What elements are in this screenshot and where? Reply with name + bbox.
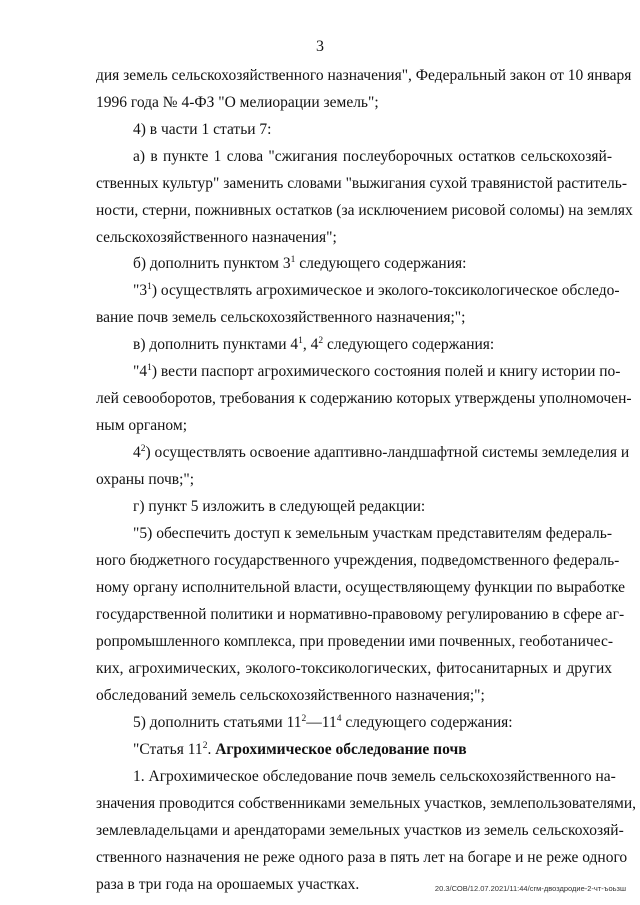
text-line: сельскохозяйственного назначения"; <box>96 229 337 246</box>
text-line: а) в пункте 1 слова "сжигания послеуборочных остатков сельскохозяй- <box>133 148 612 165</box>
document-stamp: 20.3/СОВ/12.07.2021/11:44/сгм-двоздродие-2-чт-ъоьзш <box>434 884 626 893</box>
text-line: государственной политики и нормативно-правовому регулированию в сфере аг- <box>96 606 625 623</box>
text-line: 4) в части 1 статьи 7: <box>133 121 272 138</box>
text-line: "$3^1$) осуществлять агрохимическое и эколого-токсикологическое обследо- <box>133 282 620 299</box>
text-line: 1996 года № 4-ФЗ "О мелиорации земель"; <box>96 94 379 111</box>
text-line: в) дополнить пунктами $4^1$, $4^2$ следующего содержания: <box>133 336 495 353</box>
text-line: ропромышленного комплекса, при проведении ими почвенных, геоботаничес- <box>96 633 613 650</box>
text-line: дия земель сельскохозяйственного назначения", Федеральный закон от 10 января <box>96 67 632 84</box>
text-line: охраны почв;"; <box>96 471 195 488</box>
text-line: ких, агрохимических, эколого-токсикологических, фитосанитарных и других <box>96 660 612 677</box>
article-heading: "Статья $11^2$. Агрохимическое обследование почв <box>133 741 467 758</box>
text-line: "5) обеспечить доступ к земельным участкам представителям федераль- <box>133 525 612 542</box>
text-line: "$4^1$) вести паспорт агрохимического состояния полей и книгу истории по- <box>133 363 621 380</box>
text-line: б) дополнить пунктом $3^1$ следующего содержания: <box>133 255 467 272</box>
text-line: $4^2$) осуществлять освоение адаптивно-ландшафтной системы земледелия и <box>133 444 630 461</box>
text-line: землевладельцами и арендаторами земельных участков из земель сельскохозяй- <box>96 822 624 839</box>
text-line: вание почв земель сельскохозяйственного назначения;"; <box>96 309 466 326</box>
text-line: лей севооборотов, требования к содержанию которых утверждены уполномочен- <box>96 390 632 407</box>
text-line: ным органом; <box>96 417 187 434</box>
text-line: 5) дополнить статьями $11^2—11^4$ следующего содержания: <box>133 714 513 731</box>
text-line: раза в три года на орошаемых участках. <box>96 876 360 893</box>
text-line: ности, стерни, пожнивных остатков (за исключением рисовой соломы) на землях <box>96 202 633 219</box>
text-line: ному органу исполнительной власти, осуществляющему функции по выработке <box>96 579 626 596</box>
text-line: г) пункт 5 изложить в следующей редакции: <box>133 498 426 515</box>
text-line: обследований земель сельскохозяйственного назначения;"; <box>96 687 485 704</box>
text-line: ственного назначения не реже одного раза в пять лет на богаре и не реже одного <box>96 849 628 866</box>
text-line: 1. Агрохимическое обследование почв земель сельскохозяйственного на- <box>133 768 616 785</box>
page-number: 3 <box>316 38 324 55</box>
text-line: ственных культур" заменить словами "выжигания сухой травянистой раститель- <box>96 175 627 192</box>
text-line: значения проводится собственниками земельных участков, землепользователями, <box>96 795 637 812</box>
text-line: ного бюджетного государственного учреждения, подведомственного федераль- <box>96 552 620 569</box>
